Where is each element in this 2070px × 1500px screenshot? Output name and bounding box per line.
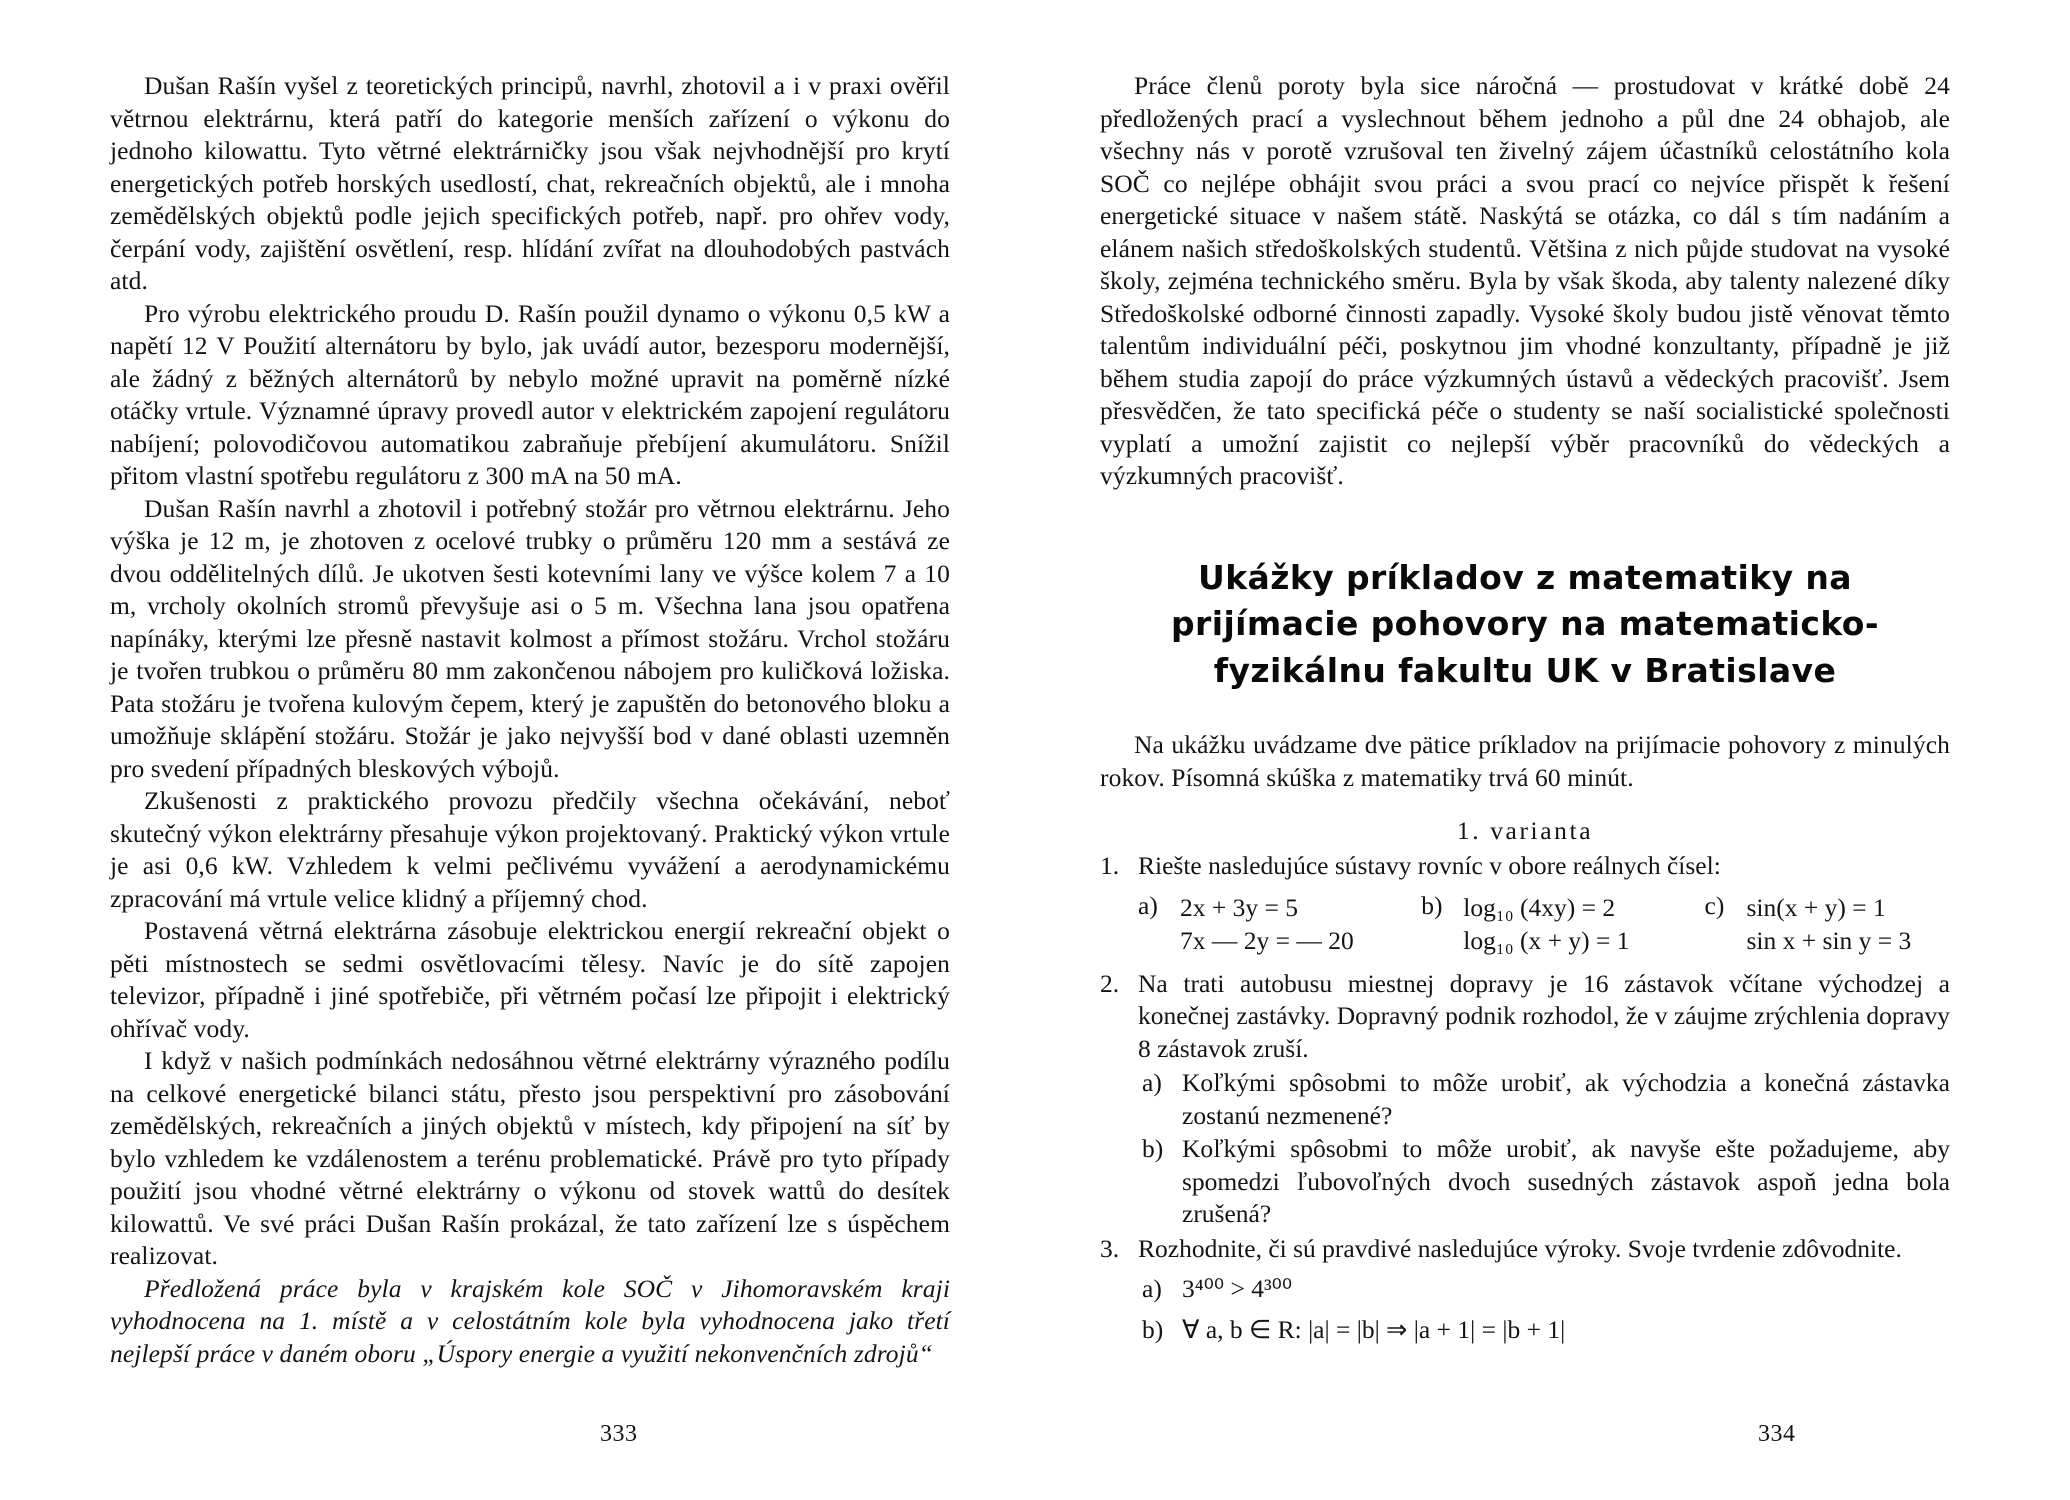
sub-item: [1138, 1133, 1950, 1231]
paragraph: Pro výrobu elektrického proudu D. Rašín použil dynamo o výkonu 0,5 kW a napětí 12 V Použití alternátoru by bylo, jak uvádí autor, bezesporu modernější, ale žádný z běžných alternátorů by nebylo možné upravit na poměrně nízké otáčky vrtule. Významné úpravy provedl autor v elektrickém zapojení regulátoru nabíjení; polovodičovou automatikou zabraňuje přebíjení akumulátoru. Snížil přitom vlastní spotřebu regulátoru z 300 mA na 50 mA.: [110, 298, 950, 490]
problem-text: Na trati autobusu miestnej dopravy je 16 zástavok včítane východzej a konečnej zastávky. Dopravný podnik rozhodol, že v záujme zrýchlenia dopravy 8 zástavok zruší.: [1138, 968, 1950, 1063]
equation-label: a): [1138, 890, 1158, 920]
sub-item-list: [1138, 1273, 1950, 1346]
paragraph: Dušan Rašín vyšel z teoretických principů, navrhl, zhotovil a i v praxi ověřil větrnou elektrárnu, která patří do kategorie menších zařízení o výkonu do jednoho kilowattu. Tyto větrné elektrárničky jsou však nejvhodnější pro krytí energetických potřeb horských usedlostí, chat, rekreačních objektů, ale i mnoha zemědělských objektů podle jejich specifických potřeb, např. pro ohřev vody, čerpání vody, zajištění osvětlení, resp. hlídání zvířat na dlouhodobých pastvách atd.: [110, 71, 950, 295]
problem-list: [1100, 850, 1950, 1346]
sub-item: [1138, 1273, 1950, 1306]
right-page: [1100, 70, 1950, 1500]
equation-group-c: [1705, 891, 1950, 958]
equation-group-b: [1421, 891, 1704, 958]
sub-item-text: ∀ a, b ∈ R: |a| = |b| ⇒ |a + 1| = |b + 1|: [1182, 1314, 1566, 1344]
equation-line: sin x + sin y = 3: [1746, 926, 1912, 956]
equation-group-a: [1138, 891, 1421, 958]
sub-item-list: [1138, 1067, 1950, 1231]
problem-number: 1.: [1100, 851, 1120, 881]
problem-item: [1100, 968, 1950, 1231]
problem-text: Riešte nasledujúce sústavy rovníc v obore reálnych čísel:: [1138, 851, 1721, 881]
paragraph: Dušan Rašín navrhl a zhotovil i potřebný stožár pro větrnou elektrárnu. Jeho výška je 12 m, je zhotoven z ocelové trubky o průměru 120 mm a sestává ze dvou oddělitelných dílů. Je ukotven šesti kotevními lany ve výšce kolem 7 a 10 m, vrcholy okolních stromů převyšuje asi o 5 m. Všechna lana jsou opatřena napínáky, kterými lze přesně nastavit kolmost a přímost stožáru. Vrchol stožáru je tvořen trubkou o průměru 80 mm zakončenou nábojem pro kuličková ložiska. Pata stožáru je tvořena kulovým čepem, který je zapuštěn do betonového bloku a umožňuje sklápění stožáru. Stožár je jako nejvyšší bod v dané oblasti uzemněn pro svedení případných bleskových výbojů.: [110, 493, 950, 783]
sub-item-text: Koľkými spôsobmi to môže urobiť, ak východzia a konečná zástavka zostanú nezmenené?: [1182, 1068, 1950, 1130]
problem-item: [1100, 1233, 1950, 1347]
equation-line: log₁₀ (x + y) = 1: [1463, 926, 1630, 956]
intro-paragraph: Na ukážku uvádzame dve pätice príkladov na prijímacie pohovory z minulých rokov. Písomná skúška z matematiky trvá 60 minút.: [1100, 730, 1950, 792]
sub-item: [1138, 1067, 1950, 1132]
paragraph: I když v našich podmínkách nedosáhnou větrné elektrárny výrazného podílu na celkové energetické bilanci státu, přesto jsou perspektivní pro zásobování zemědělských, rekreačních a jiných objektů v místech, kdy připojení na síť by bylo vzhledem ke vzdálenostem a terénu problematické. Právě pro tyto případy použití jsou vhodné větrné elektrárny o výkonu od stovek wattů do desítek kilowattů. Ve své práci Dušan Rašín prokázal, že tato zařízení lze s úspěchem realizovat.: [110, 1046, 950, 1270]
equation-line: log₁₀ (4xy) = 2: [1463, 892, 1616, 922]
sub-item-text: 3⁴⁰⁰ > 4³⁰⁰: [1182, 1274, 1293, 1304]
sub-item-label: a): [1142, 1274, 1162, 1304]
sub-item-label: a): [1142, 1068, 1162, 1098]
sub-item-text: Koľkými spôsobmi to môže urobiť, ak navyše ešte požadujeme, aby spomedzi ľubovoľných dvoch susedných zástavok aspoň jedna bola zrušená?: [1182, 1134, 1950, 1229]
page-number-right: 334: [1758, 1421, 1796, 1447]
left-page: [110, 70, 950, 1500]
equation-line: 2x + 3y = 5: [1180, 892, 1299, 922]
equation-line: sin(x + y) = 1: [1746, 892, 1886, 922]
paragraph: Postavená větrná elektrárna zásobuje elektrickou energií rekreační objekt o pěti místnostech se sedmi osvětlovacími tělesy. Navíc je do sítě zapojen televizor, případně i jiné spotřebiče, při větrném počasí lze připojit i elektrický ohřívač vody.: [110, 916, 950, 1043]
closing-note: Předložená práce byla v krajském kole SOČ v Jihomoravském kraji vyhodnocena na 1. místě a v celostátním kole byla vyhodnocena jako třetí nejlepší práce v daném oboru „Úspory energie a využití nekonvenčních zdrojů“: [110, 1273, 950, 1368]
sub-item: [1138, 1314, 1950, 1347]
equation-lines: [1180, 891, 1354, 958]
section-title: Ukážky príkladov z matematiky na prijímacie pohovory na matematicko-fyzikálnu fakultu UK v Bratislave: [1171, 557, 1879, 691]
equation-row: [1100, 891, 1950, 958]
page-number-left: 333: [600, 1421, 638, 1447]
sub-item-label: b): [1142, 1314, 1164, 1344]
equation-line: 7x — 2y = — 20: [1180, 926, 1354, 956]
equation-lines: [1747, 891, 1912, 958]
equation-label: b): [1421, 890, 1443, 920]
paragraph: Zkušenosti z praktického provozu předčily všechna očekávání, neboť skutečný výkon elektrárny přesahuje výkon projektovaný. Praktický výkon vrtule je asi 0,6 kW. Vzhledem k velmi pečlivému vyvážení a aerodynamickému zpracování má vrtule velice klidný a příjemný chod.: [110, 786, 950, 913]
paragraph: Práce členů poroty byla sice náročná — prostudovat v krátké době 24 předložených prací a vyslechnout během jednoho a půl dne 24 obhajob, ale všechny nás v porotě vzrušoval ten živelný zájem účastníků celostátního kola SOČ co nejlépe obhájit svou práci a svou prací co nejvíce přispět k řešení energetické situace v našem státě. Naskýtá se otázka, co dál s tím nadáním a elánem našich středoškolských studentů. Většina z nich půjde studovat na vysoké školy, zejména technického směru. Byla by však škoda, aby talenty nalezené díky Středoškolské odborné činnosti zapadly. Vysoké školy budou jistě věnovat těmto talentům individuální péči, poskytnou jim vhodné konzultanty, případně je již během studia zapojí do práce výzkumných ústavů a vědeckých pracovišť. Jsem přesvědčen, že tato specifická péče o studenty se naší socialistické společnosti vyplatí a umožní zajistit co nejlepší výběr pracovníků do vědeckých a výzkumných pracovišť.: [1100, 71, 1950, 490]
problem-text: Rozhodnite, či sú pravdivé nasledujúce výroky. Svoje tvrdenie zdôvodnite.: [1138, 1233, 1902, 1263]
sub-item-label: b): [1142, 1134, 1164, 1164]
equation-label: c): [1704, 890, 1725, 920]
problem-item: [1100, 850, 1950, 883]
problem-number: 3.: [1100, 1233, 1120, 1263]
equation-lines: [1463, 891, 1629, 958]
problem-number: 2.: [1100, 968, 1120, 998]
variant-label: 1. varianta: [1456, 816, 1594, 846]
gutter: [950, 70, 1100, 1500]
